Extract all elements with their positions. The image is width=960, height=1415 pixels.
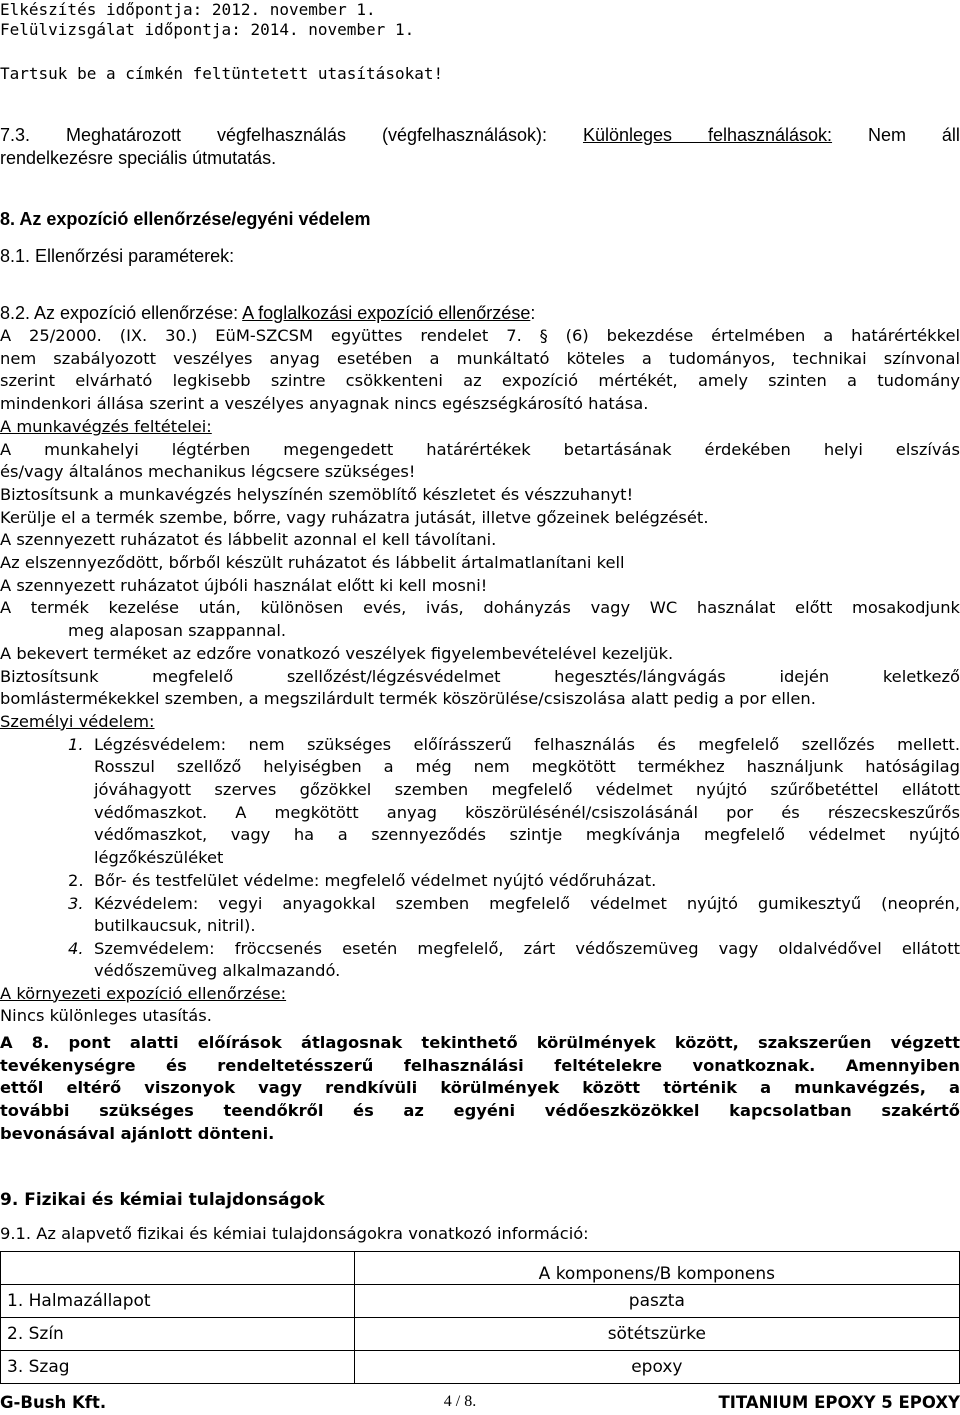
created-date-line: Elkészítés időpontja: 2012. november 1. bbox=[0, 0, 376, 19]
section-9-1-heading: 9.1. Az alapvető fizikai és kémiai tulajdonságokra vonatkozó információ: bbox=[0, 1224, 589, 1243]
page-footer bbox=[0, 1393, 960, 1415]
environmental-exposure-heading: A környezeti expozíció ellenőrzése: bbox=[0, 983, 287, 1003]
ppe-item-1: 1. Légzésvédelem: nem szükséges előírásszerű felhasználás és megfelelő szellőzés mellett. Rosszul szellőző helyiségben a még nem megkötött termékhez használjunk hatóságilag jóváhagyott szerves gőzökkel szemben megfelelő védelmet nyújtó szűrőbetéttel ellátott védőmaszkot. A megkötött anyag köszörülésénél/csiszolásánál por és részecskeszűrős védőmaszkot, vagy ha a szennyeződés szintje megkívánja megfelelő védelmet nyújtó légzőkészüléket bbox=[68, 734, 960, 868]
section-8-note: A 8. pont alatti előírások átlagosnak tekinthető körülmények között, szakszerűen végzett tevékenységre és rendeltetésszerű felhasználási feltételekre vonatkoznak. Amennyiben ettől eltérő viszonyok vagy rendkívüli körülmények között történik a munkavégzés, a további szükséges teendőkről és az egyéni védőeszközökkel kapcsolatban szakértő bevonásával ajánlott dönteni. bbox=[0, 1033, 960, 1143]
section-8-title: 8. Az expozíció ellenőrzése/egyéni védelem bbox=[0, 209, 371, 229]
section-8-2-heading: 8.2. Az expozíció ellenőrzése: A foglalkozási expozíció ellenőrzése: bbox=[0, 303, 536, 323]
table-row: 3. Szag epoxy bbox=[1, 1351, 960, 1384]
footer-company: G-Bush Kft. bbox=[0, 1393, 107, 1412]
footer-product: TITANIUM EPOXY 5 EPOXY bbox=[718, 1393, 960, 1412]
section-8-1-heading: 8.1. Ellenőrzési paraméterek: bbox=[0, 246, 235, 266]
revision-date-line: Felülvizsgálat időpontja: 2014. november 1. bbox=[0, 20, 415, 39]
section-7-3-line2: rendelkezésre speciális útmutatás. bbox=[0, 148, 277, 168]
table-row: 1. Halmazállapot paszta bbox=[1, 1285, 960, 1318]
properties-table bbox=[0, 1251, 960, 1384]
personal-protection-heading: Személyi védelem: bbox=[0, 711, 155, 731]
working-conditions-heading: A munkavégzés feltételei: bbox=[0, 416, 212, 436]
footer-page-number: 4 / 8. bbox=[443, 1393, 477, 1410]
regulation-paragraph: A 25/2000. (IX. 30.) EüM-SZCSM együttes rendelet 7. § (6) bekezdése értelmében a határértékkel nem szabályozott veszélyes anyag esetében a munkáltató köteles a tudományos, technikai színvonal szerint elvárható legkisebb szintre csökkenteni az expozíció mértékét, amely szinten a tudomány mindenkori állása szerint a veszélyes anyagnak nincs egészségkárosító hatása. A munkavégzés feltételei: A munkahelyi légtérben megengedett határértékek betartásának érdekében helyi elszívás és/vagy általános mechanikus légcsere szükséges! Biztosítsunk a munkavégzés helyszínén szemöblítő készletet és vészzuhanyt! Kerülje el a termék szembe, bőrre, vagy ruházatra jutását, illetve gőzeinek belégzését. A szennyezett ruházatot és lábbelit azonnal el kell távolítani. Az elszennyeződött, bőrből készült ruházatot és lábbelit ártalmatlanítani kell A szennyezett ruházatot újbóli használat előtt ki kell mosni! A termék kezelése után, különösen evés, ivás, dohányzás vagy WC használat előtt mosakodjunk meg alaposan szappannal. A bekevert terméket az edzőre vonatkozó veszélyek figyelembevételével kezeljük. Biztosítsunk megfelelő szellőzést/légzésvédelmet hegesztés/lángvágás idején keletkező bomlástermékekkel szemben, a megszilárdult termék köszörülése/csiszolása alatt pedig a por ellen. Személyi védelem: 1. Légzésvédelem: nem szükséges előírásszerű felhasználás és megfelelő szellőzés mellett. Rosszul szellőző helyiségben a még nem megkötött termékhez használjunk hatóságilag jóváhagyott szerves gőzökkel szemben megfelelő védelmet nyújtó szűrőbetéttel ellátott védőmaszkot. A megkötött anyag köszörülésénél/csiszolásánál por és részecskeszűrős védőmaszkot, vagy ha a szennyeződés szintje megkívánja megfelelő védelmet nyújtó légzőkészüléket 2. Bőr- és testfelület védelme: megfelelő védelmet nyújtó védőruházat. 3. Kézvédelem: vegyi anyagokkal szemben megfelelő védelmet nyújtó gumikesztyű (neoprén, butilkaucsuk, nitril). 4. Szemvédelem: fröccsenés esetén megfelelő, zárt védőszemüveg vagy oldalvédővel ellátott védőszemüveg alkalmazandó. A környezeti expozíció ellenőrzése: Nincs különleges utasítás. A 8. pont alatti előírások átlagosnak tekinthető körülmények között, szakszerűen végzett tevékenységre és rendeltetésszerű felhasználási feltételekre vonatkoznak. Amennyiben ettől eltérő viszonyok vagy rendkívüli körülmények között történik a munkavégzés, a további szükséges teendőkről és az egyéni védőeszközökkel kapcsolatban szakértő bevonásával ajánlott dönteni. bbox=[0, 325, 960, 1146]
section-7-3-line1: 7.3. Meghatározott végfelhasználás (végfelhasználások): Különleges felhasználások: Nem áll bbox=[0, 125, 960, 145]
ppe-item-3: 3. Kézvédelem: vegyi anyagokkal szemben megfelelő védelmet nyújtó gumikesztyű (neoprén, butilkaucsuk, nitril). bbox=[68, 893, 960, 936]
table-row: 2. Szín sötétszürke bbox=[1, 1318, 960, 1351]
ppe-item-4: 4. Szemvédelem: fröccsenés esetén megfelelő, zárt védőszemüveg vagy oldalvédővel ellátott védőszemüveg alkalmazandó. bbox=[68, 938, 960, 981]
label-instruction-line: Tartsuk be a címkén feltüntetett utasításokat! bbox=[0, 64, 444, 83]
ppe-item-2: 2. Bőr- és testfelület védelme: megfelelő védelmet nyújtó védőruházat. bbox=[68, 870, 657, 890]
table-header-row: A komponens/B komponens bbox=[1, 1252, 960, 1285]
section-9-title: 9. Fizikai és kémiai tulajdonságok bbox=[0, 1190, 325, 1210]
special-uses-link: Különleges felhasználások: bbox=[582, 125, 833, 145]
